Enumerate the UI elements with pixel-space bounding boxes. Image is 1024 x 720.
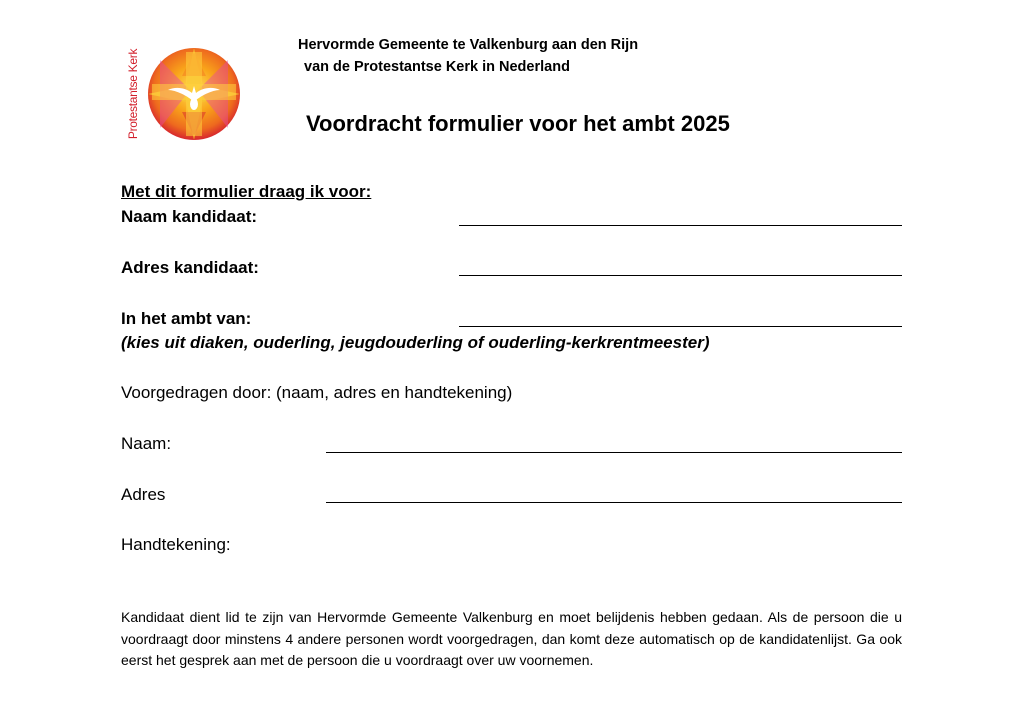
denomination-name: van de Protestantse Kerk in Nederland [304,59,570,75]
page-title: Voordracht formulier voor het ambt 2025 [306,111,730,136]
candidate-address-field[interactable] [459,275,902,276]
office-hint: (kies uit diaken, ouderling, jeugdouderling of ouderling-kerkrentmeester) [121,333,710,352]
nominated-by-label: Voorgedragen door: (naam, adres en handtekening) [121,383,513,402]
nominator-name-field[interactable] [326,452,902,453]
logo-wordmark: Protestantse Kerk [126,48,140,140]
nominator-address-field[interactable] [326,502,902,503]
footer-note: Kandidaat dient lid te zijn van Hervormde Gemeente Valkenburg en moet belijdenis hebben gedaan. Als de persoon die u voordraagt door minstens 4 andere personen wordt voorgedragen, dan komt deze automatisch op de kandidatenlijst. Ga ook eerst het gesprek aan met de persoon die u voordraagt over uw voornemen. [121,609,902,668]
nominator-address-label: Adres [121,485,166,504]
candidate-name-label: Naam kandidaat: [121,207,258,226]
candidate-address-label: Adres kandidaat: [121,258,259,277]
church-logo [124,46,244,142]
nominator-name-label: Naam: [121,434,172,453]
office-label: In het ambt van: [121,309,252,328]
office-field[interactable] [459,326,902,327]
congregation-name: Hervormde Gemeente te Valkenburg aan den Rijn [298,37,639,53]
dove-cross-emblem-icon [146,46,242,142]
form-intro: Met dit formulier draag ik voor: [121,182,372,201]
candidate-name-field[interactable] [459,225,902,226]
signature-label: Handtekening: [121,535,231,554]
